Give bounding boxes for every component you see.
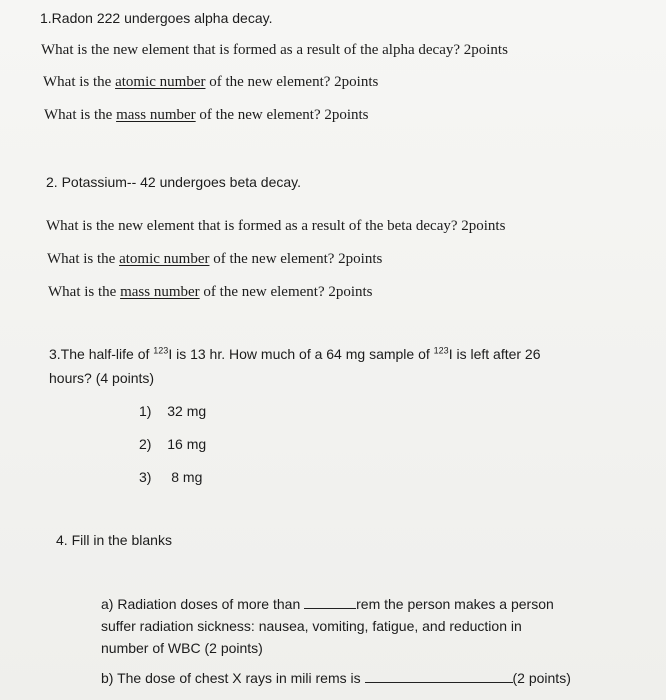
q3-superscript-1: 123 xyxy=(153,345,169,356)
q4-b-line xyxy=(101,670,571,686)
q3-option-3-num: 3) xyxy=(139,469,152,485)
q4-a-post: rem the person makes a person xyxy=(356,596,554,612)
q1-atomic-number-question xyxy=(43,74,378,91)
q1-title: 1.Radon 222 undergoes alpha decay. xyxy=(40,10,273,26)
q2-l3-pre: What is the xyxy=(48,284,121,300)
q1-mass-number-question xyxy=(44,107,369,124)
q1-new-element-question: What is the new element that is formed as a result of the alpha decay? 2points xyxy=(41,42,508,58)
q2-new-element-question: What is the new element that is formed as a result of the beta decay? 2points xyxy=(46,218,506,234)
q4-title: 4. Fill in the blanks xyxy=(56,532,172,548)
q3-option-1-num: 1) xyxy=(139,403,152,419)
q2-l3-post: of the new element? 2points xyxy=(199,284,373,300)
q4-b-post: (2 points) xyxy=(512,670,571,686)
q3-option-1 xyxy=(139,403,206,419)
q3-option-2 xyxy=(139,436,206,452)
q4-a-line3: number of WBC (2 points) xyxy=(101,640,263,656)
q3-part-a: 3.The half-life of xyxy=(49,346,154,362)
q2-l2-post: of the new element? 2points xyxy=(209,251,383,267)
q1-l3-pre: What is the xyxy=(44,107,117,123)
q1-l2-post: of the new element? 2points xyxy=(205,74,379,90)
q3-option-2-text: 16 mg xyxy=(167,436,207,452)
q2-l2-pre: What is the xyxy=(47,251,120,267)
q4-b-pre: b) The dose of chest X rays in mili rems is xyxy=(101,670,365,686)
q2-title: 2. Potassium-- 42 undergoes beta decay. xyxy=(46,174,302,190)
q2-atomic-number-question xyxy=(47,251,382,268)
q4-a-blank[interactable] xyxy=(304,596,356,609)
q3-option-3-text: 8 mg xyxy=(171,469,203,485)
q3-part-c: I is left after 26 xyxy=(448,346,541,362)
q3-option-1-text: 32 mg xyxy=(167,403,207,419)
q4-a-line2: suffer radiation sickness: nausea, vomiting, fatigue, and reduction in xyxy=(101,618,522,634)
q2-l2-underlined: atomic number xyxy=(119,251,210,267)
q3-question-line2: hours? (4 points) xyxy=(49,370,155,386)
q2-l3-underlined: mass number xyxy=(120,284,200,300)
q4-a-pre: a) Radiation doses of more than xyxy=(101,596,305,612)
q3-option-2-num: 2) xyxy=(139,436,152,452)
q1-l2-pre: What is the xyxy=(43,74,116,90)
q1-l3-underlined: mass number xyxy=(116,107,196,123)
q3-part-b: I is 13 hr. How much of a 64 mg sample of xyxy=(168,346,434,362)
q4-a-line1 xyxy=(101,596,554,612)
q4-b-blank[interactable] xyxy=(365,670,513,683)
q1-l2-underlined: atomic number xyxy=(115,74,206,90)
q1-l3-post: of the new element? 2points xyxy=(195,107,369,123)
q3-option-3 xyxy=(139,469,202,485)
q3-superscript-2: 123 xyxy=(433,345,449,356)
q2-mass-number-question xyxy=(48,284,373,301)
q3-question-line1 xyxy=(49,346,541,362)
